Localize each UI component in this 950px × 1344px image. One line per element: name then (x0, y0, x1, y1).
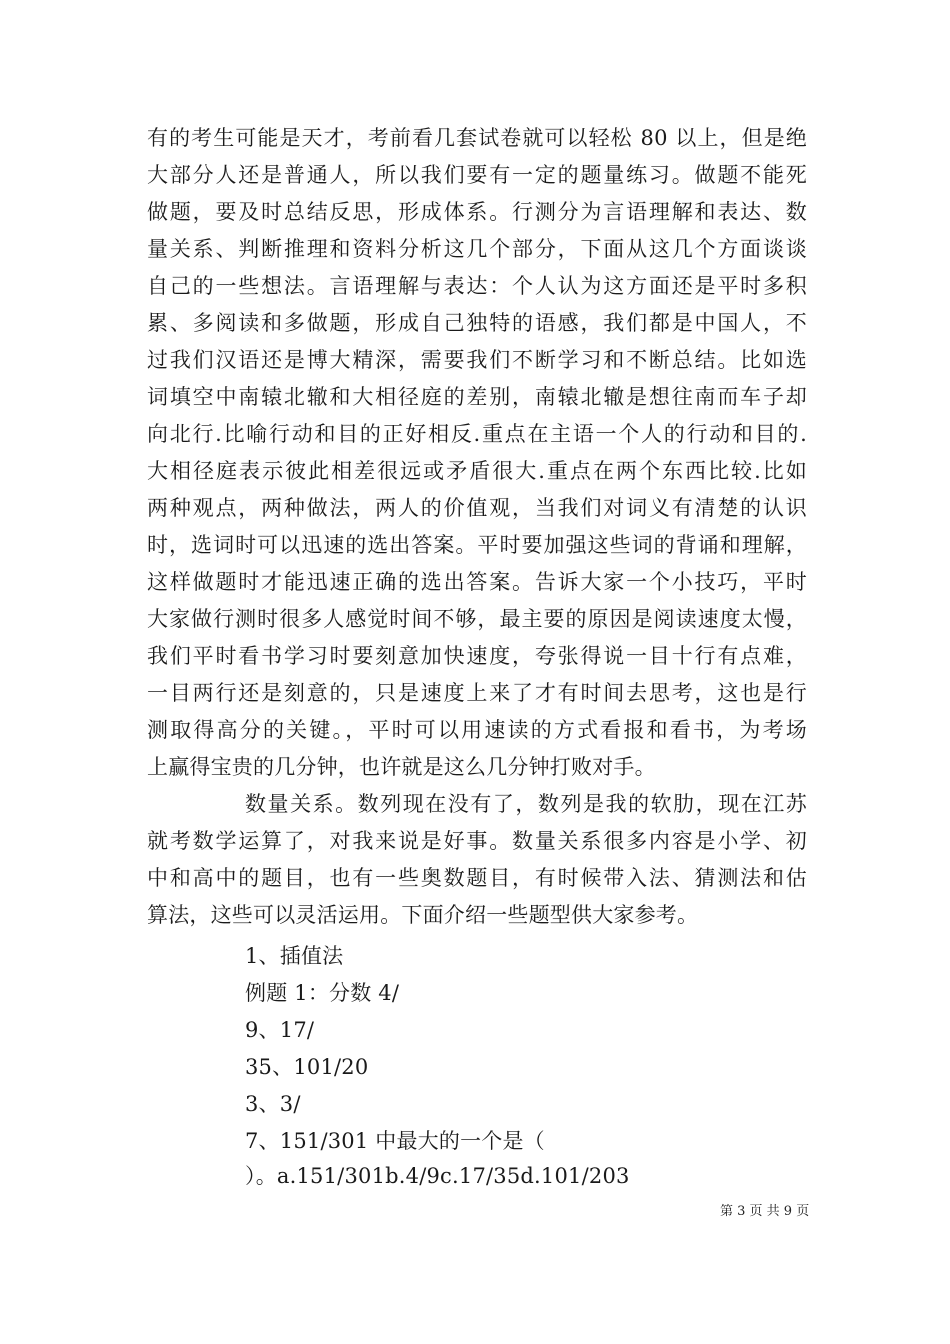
text-line: 有的考生可能是天才，考前看几套试卷就可以轻松 80 以上，但是绝 (147, 126, 807, 150)
text-line: 词填空中南辕北辙和大相径庭的差别，南辕北辙是想往南而车子却 (147, 385, 807, 409)
list-item: 例题 1：分数 4/ (245, 981, 400, 1005)
text-line: 自己的一些想法。言语理解与表达：个人认为这方面还是平时多积 (147, 274, 807, 298)
text-line: 大部分人还是普通人，所以我们要有一定的题量练习。做题不能死 (147, 163, 807, 187)
text-line: 中和高中的题目，也有一些奥数题目，有时候带入法、猜测法和估 (147, 866, 807, 890)
list-item: 9、17/ (245, 1018, 315, 1042)
text-line: 这样做题时才能迅速正确的选出答案。告诉大家一个小技巧，平时 (147, 570, 807, 594)
text-line: 两种观点，两种做法，两人的价值观，当我们对词义有清楚的认识 (147, 496, 807, 520)
text-line: 量关系、判断推理和资料分析这几个部分，下面从这几个方面谈谈 (147, 237, 807, 261)
text-line: 就考数学运算了，对我来说是好事。数量关系很多内容是小学、初 (147, 829, 807, 853)
text-line: 时，选词时可以迅速的选出答案。平时要加强这些词的背诵和理解， (147, 533, 807, 557)
text-line: 算法，这些可以灵活运用。下面介绍一些题型供大家参考。 (147, 903, 699, 927)
text-line: 一目两行还是刻意的，只是速度上来了才有时间去思考，这也是行 (147, 681, 807, 705)
text-line: 上赢得宝贵的几分钟，也许就是这么几分钟打败对手。 (147, 755, 656, 779)
text-line: 大家做行测时很多人感觉时间不够，最主要的原因是阅读速度太慢， (147, 607, 807, 631)
text-line: 我们平时看书学习时要刻意加快速度，夸张得说一目十行有点难， (147, 644, 807, 668)
list-item: 1、插值法 (245, 944, 344, 968)
list-item: 35、101/20 (245, 1055, 369, 1079)
page-number: 第 3 页 共 9 页 (720, 1204, 810, 1219)
text-line: 过我们汉语还是博大精深，需要我们不断学习和不断总结。比如选 (147, 348, 807, 372)
text-line: 累、多阅读和多做题，形成自己独特的语感，我们都是中国人，不 (147, 311, 807, 335)
text-line: 向北行.比喻行动和目的正好相反.重点在主语一个人的行动和目的. (147, 422, 807, 446)
text-line: 做题，要及时总结反思，形成体系。行测分为言语理解和表达、数 (147, 200, 807, 224)
list-item: 7、151/301 中最大的一个是（ (245, 1129, 545, 1153)
text-line: 数量关系。数列现在没有了，数列是我的软肋，现在江苏 (245, 792, 807, 816)
list-item: 3、3/ (245, 1092, 301, 1116)
text-line: 测取得高分的关键。，平时可以用速读的方式看报和看书，为考场 (147, 718, 807, 742)
list-item: ）。a.151/301b.4/9c.17/35d.101/203 (245, 1164, 630, 1188)
text-line: 大相径庭表示彼此相差很远或矛盾很大.重点在两个东西比较.比如 (147, 459, 807, 483)
